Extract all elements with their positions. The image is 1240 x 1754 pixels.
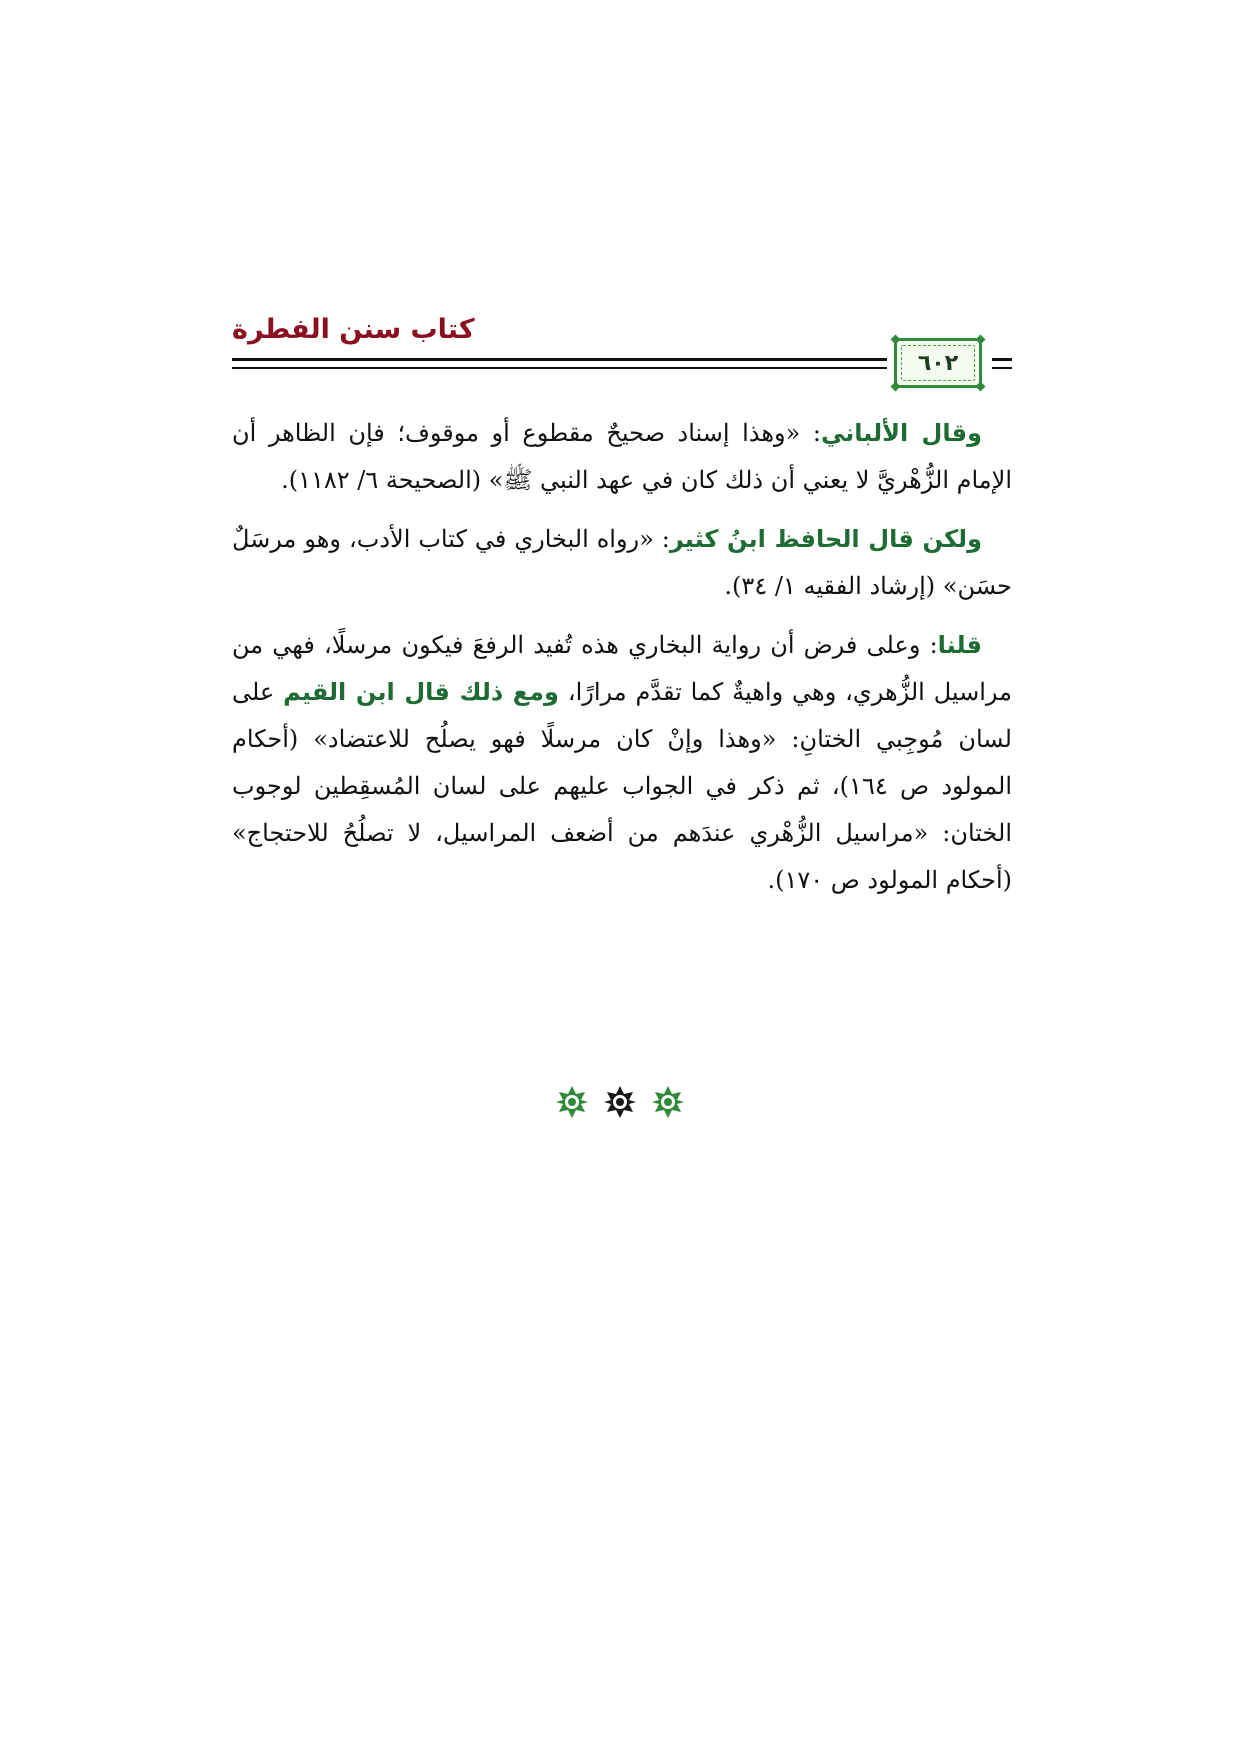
header-rule-right-top xyxy=(992,358,1012,361)
paragraph-text: على لسان مُوجِبي الختانِ: «وهذا وإنْ كان مرسلًا فهو يصلُح للاعتضاد» (أحكام المولود ص ١٦٤)، ثم ذكر في الجواب عليهم على لسان المُسقِطين لوجوب الختان: «مراسيل الزُّهْري عندَهم من أضعف المراسيل، لا تصلُحُ للاحتجاج» (أحكام المولود ص ١٧٠). xyxy=(232,678,1012,894)
badge-corner-icon xyxy=(891,382,901,392)
speaker-label: ولكن قال الحافظ ابنُ كثير xyxy=(669,525,982,553)
star-ornament-icon xyxy=(603,1085,637,1119)
paragraph-ibn-kathir xyxy=(232,516,1012,610)
page-number-frame xyxy=(901,345,975,381)
star-ornament-icon xyxy=(651,1085,685,1119)
header-rule-right-bottom xyxy=(992,367,1012,369)
section-divider-ornaments xyxy=(520,1085,720,1135)
star-ornament-icon xyxy=(555,1085,589,1119)
paragraph-text: : «رواه البخاري في كتاب الأدب، وهو مرسَلٌ حسَن» (إرشاد الفقيه ١/ ٣٤). xyxy=(232,525,1012,600)
badge-corner-icon xyxy=(976,335,986,345)
header-rule-bottom xyxy=(232,367,887,369)
body-text xyxy=(232,410,1012,916)
emphasis-text: ومع ذلك قال ابن القيم xyxy=(283,678,559,706)
book-title: كتاب سنن الفطرة xyxy=(232,314,475,345)
page-number-badge xyxy=(894,338,982,388)
speaker-label: وقال الألباني xyxy=(821,419,982,447)
paragraph-text: : «وهذا إسناد صحيحٌ مقطوع أو موقوف؛ فإن الظاهر أن الإمام الزُّهْريَّ لا يعني أن ذلك كان في عهد النبي ﷺ» (الصحيحة ٦/ ١١٨٢). xyxy=(232,419,1012,494)
speaker-label: قلنا xyxy=(937,631,982,659)
page-number: ٦٠٢ xyxy=(917,350,959,376)
badge-corner-icon xyxy=(891,335,901,345)
paragraph-text: : وعلى فرض أن رواية البخاري هذه تُفيد الرفعَ فيكون مرسلًا، فهي من مراسيل الزُّهري، وهي واهيةٌ كما تقدَّم مرارًا، xyxy=(232,631,1012,706)
page-header xyxy=(232,314,1012,394)
header-rule-top xyxy=(232,358,887,361)
paragraph-qulna xyxy=(232,622,1012,904)
paragraph-albani xyxy=(232,410,1012,504)
badge-corner-icon xyxy=(976,382,986,392)
